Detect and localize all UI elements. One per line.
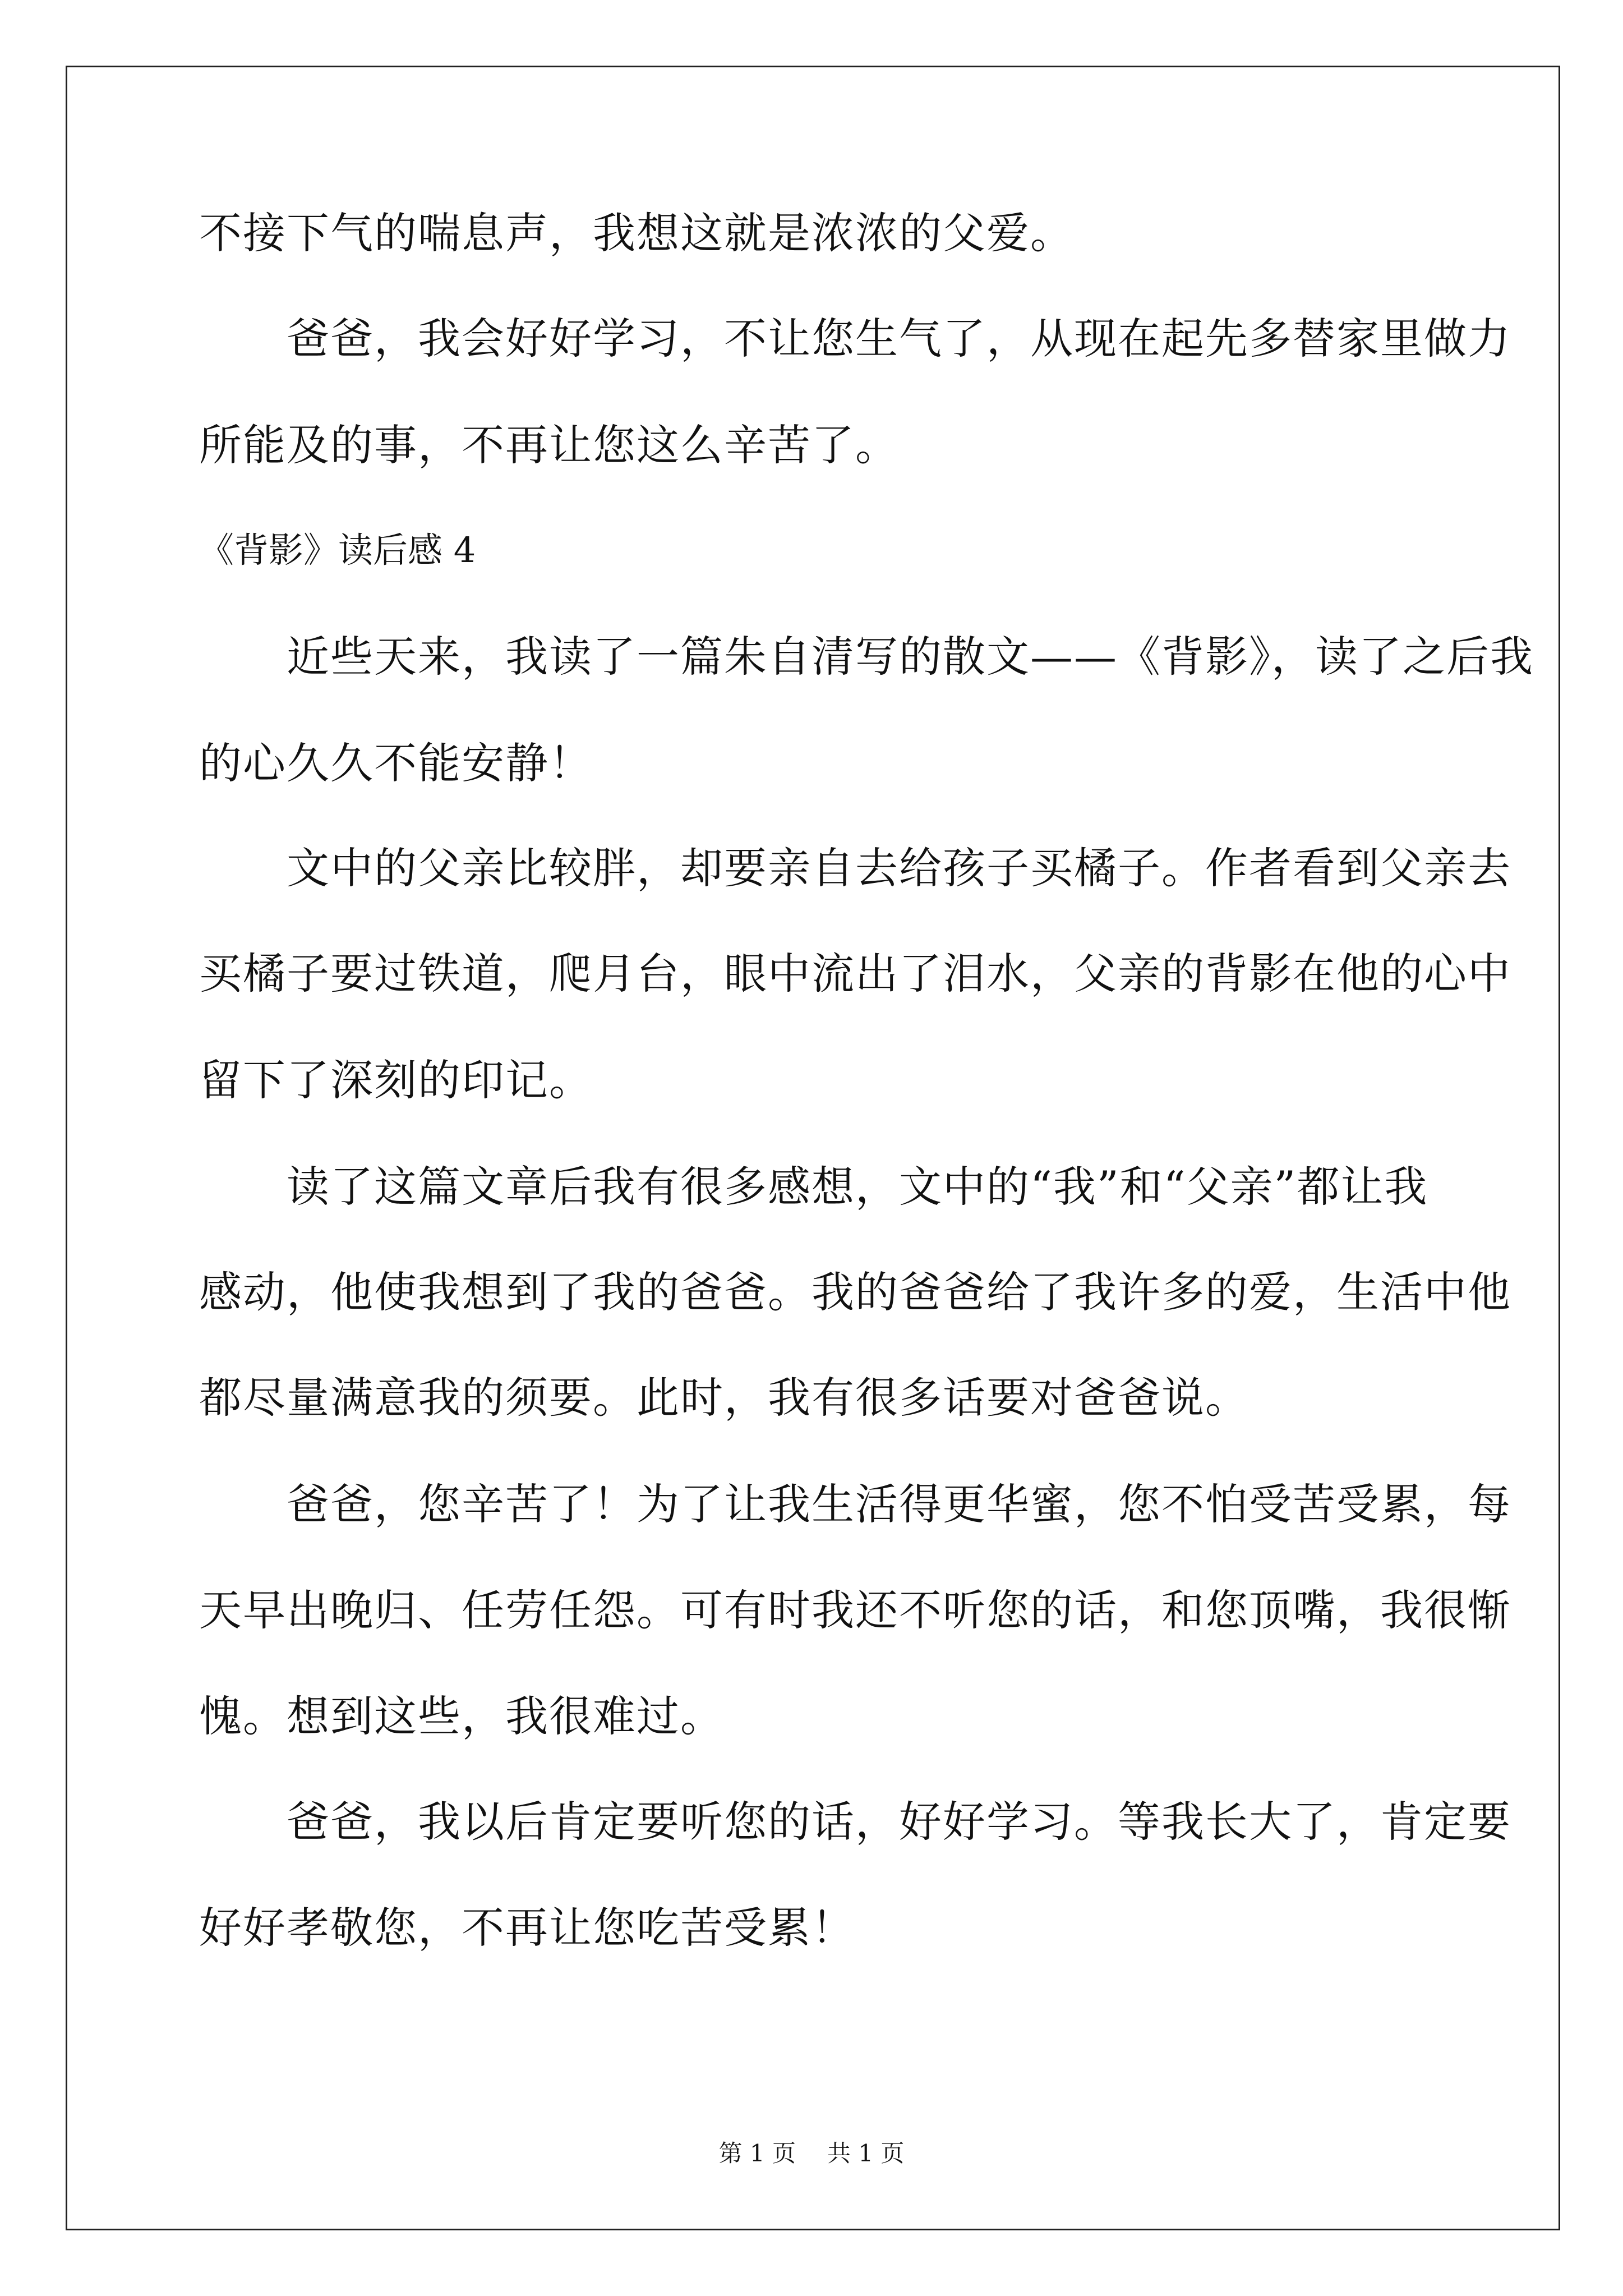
text-line: 近些天来，我读了一篇朱自清写的散文——《背影》，读了之后我 — [199, 632, 1534, 682]
text-line: 爸爸，我以后肯定要听您的话，好好学习。等我长大了，肯定要 — [199, 1797, 1511, 1847]
text-line: 愧。想到这些，我很难过。 — [199, 1691, 724, 1741]
text-line: 所能及的事，不再让您这么辛苦了。 — [199, 420, 899, 470]
text-line: 留下了深刻的印记。 — [199, 1055, 593, 1105]
text-line: 爸爸，您辛苦了！为了让我生活得更华蜜，您不怕受苦受累，每 — [199, 1479, 1511, 1529]
text-line: 的心久久不能安静！ — [199, 738, 593, 788]
text-line: 读了这篇文章后我有很多感想，文中的“我”和“父亲”都让我 — [199, 1162, 1428, 1212]
text-line: 都尽量满意我的须要。此时，我有很多话要对爸爸说。 — [199, 1373, 1249, 1423]
page-footer — [0, 2139, 1623, 2167]
text-line: 天早出晚归、任劳任怨。可有时我还不听您的话，和您顶嘴，我很惭 — [199, 1585, 1511, 1635]
page-number: 第 1 页 — [718, 2139, 796, 2167]
page-total: 共 1 页 — [827, 2139, 905, 2167]
text-line: 爸爸，我会好好学习，不让您生气了，从现在起先多替家里做力 — [199, 314, 1511, 364]
text-line: 买橘子要过铁道，爬月台，眼中流出了泪水，父亲的背影在他的心中 — [199, 949, 1511, 999]
text-line: 不接下气的喘息声，我想这就是浓浓的父爱。 — [199, 208, 1074, 258]
text-line: 文中的父亲比较胖，却要亲自去给孩子买橘子。作者看到父亲去 — [199, 843, 1511, 893]
text-line: 好好孝敬您，不再让您吃苦受累！ — [199, 1903, 855, 1953]
text-line: 感动，他使我想到了我的爸爸。我的爸爸给了我许多的爱，生活中他 — [199, 1267, 1511, 1317]
section-heading: 《背影》读后感 4 — [199, 530, 476, 570]
